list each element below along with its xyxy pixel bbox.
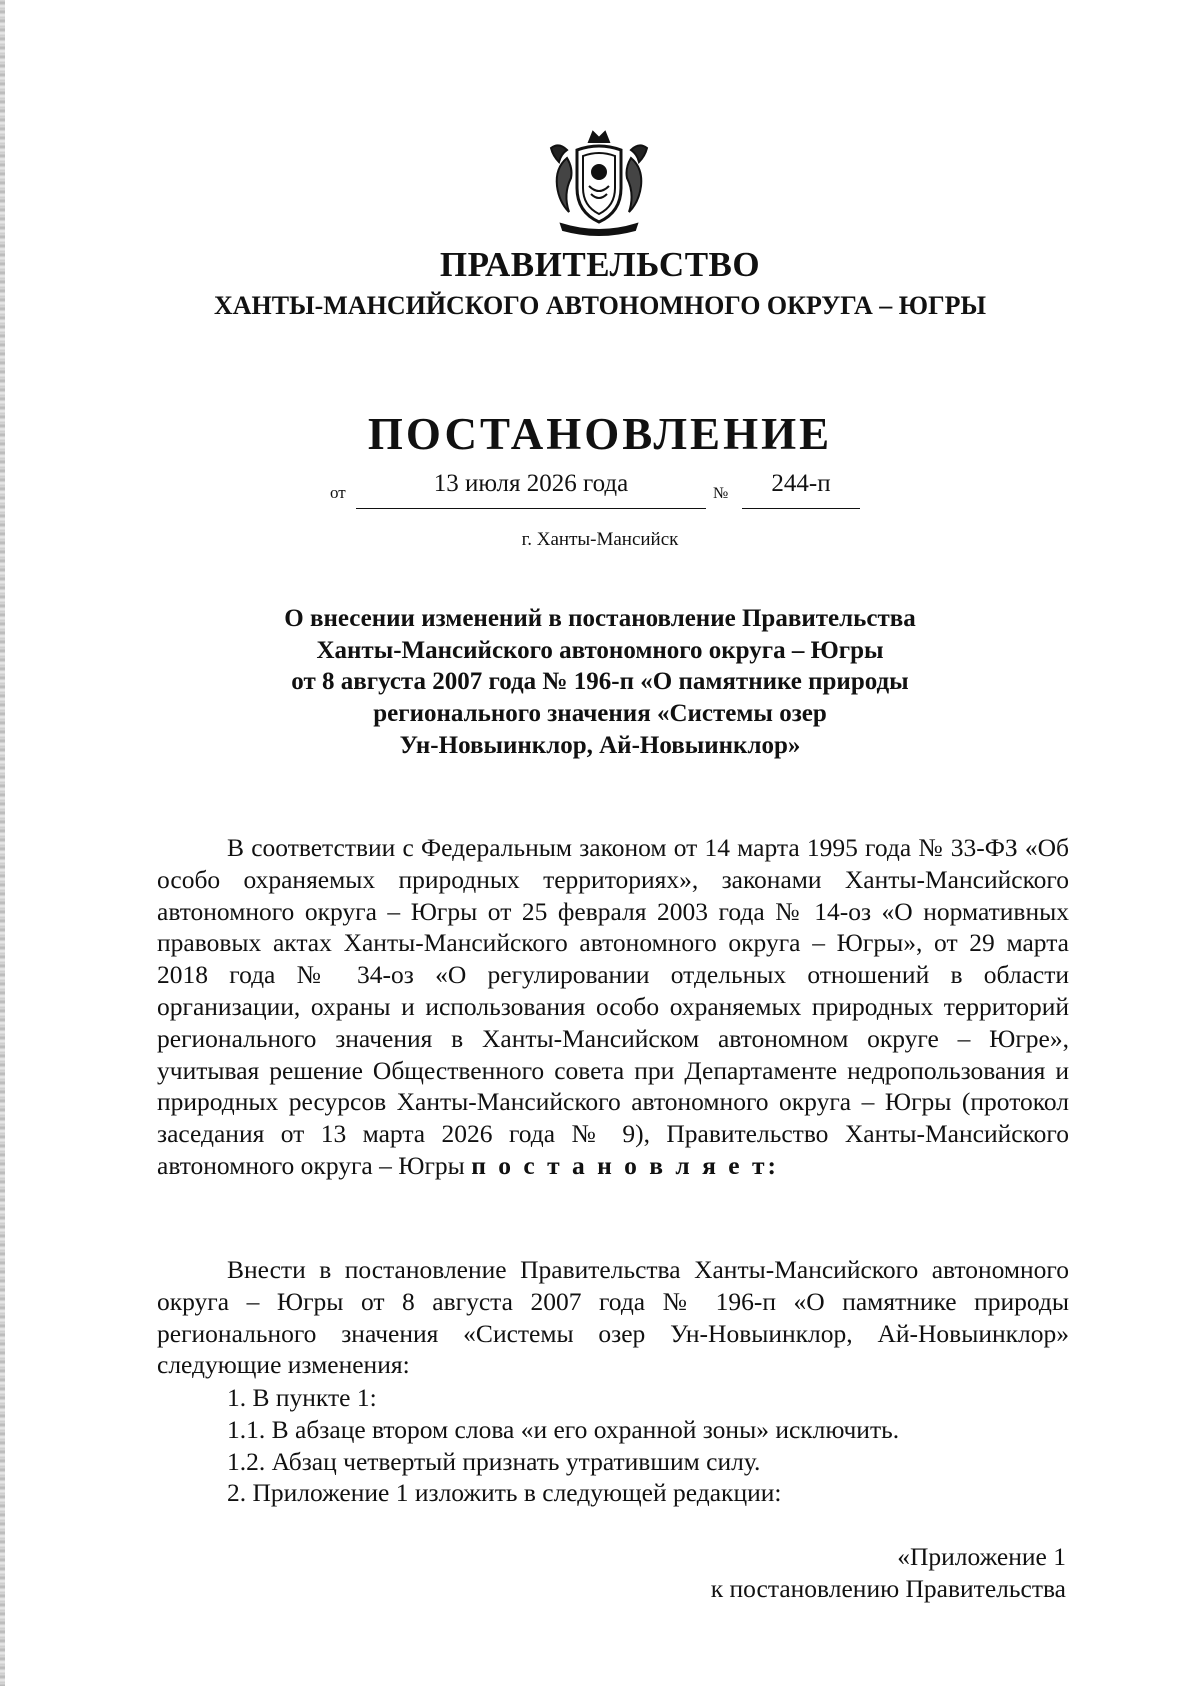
number-label: № <box>713 485 729 502</box>
amendment-item: 1.1. В абзаце втором слова «и его охранной зоны» исключить. <box>227 1415 900 1444</box>
appendix-heading-line: «Приложение 1 <box>897 1542 1066 1571</box>
date-underline <box>356 508 706 509</box>
organization-subtitle: ХАНТЫ-МАНСИЙСКОГО АВТОНОМНОГО ОКРУГА – ЮГРЫ <box>213 291 987 320</box>
coat-of-arms-emblem <box>537 128 661 236</box>
document-number: 244-п <box>771 470 831 497</box>
subject-line: Ханты-Мансийского автономного округа – Югры <box>316 636 884 664</box>
date-from-label: от <box>330 483 346 502</box>
document-subject <box>250 603 950 762</box>
appendix-heading-line: к постановлению Правительства <box>710 1574 1066 1603</box>
document-date: 13 июля 2026 года <box>433 470 629 497</box>
resolves-keyword: п о с т а н о в л я е т: <box>471 1150 780 1180</box>
city-name: г. Ханты-Мансийск <box>521 529 679 550</box>
subject-line: регионального значения «Системы озер <box>373 700 827 728</box>
number-underline <box>742 508 860 509</box>
organization-title: ПРАВИТЕЛЬСТВО <box>439 245 761 284</box>
preamble-paragraph <box>157 832 1069 1182</box>
amendment-item: 1. В пункте 1: <box>227 1383 377 1412</box>
subject-line: О внесении изменений в постановление Правительства <box>284 605 916 632</box>
amendment-intro-paragraph: Внести в постановление Правительства Ханты-Мансийского автономного округа – Югры от 8 августа 2007 года № 196-п «О памятнике природы регионального значения «Системы озер Ун-Новыинклор, Ай-Новыинклор» следующие изменения: <box>157 1255 1069 1380</box>
subject-line: от 8 августа 2007 года № 196-п «О памятнике природы <box>291 668 909 696</box>
amendment-item: 1.2. Абзац четвертый признать утратившим силу. <box>227 1447 761 1476</box>
document-type: ПОСТАНОВЛЕНИЕ <box>367 409 833 459</box>
preamble-text: В соответствии с Федеральным законом от 14 марта 1995 года № 33-ФЗ «Об особо охраняемых природных территориях», законами Ханты-Мансийского автономного округа – Югры от 25 февраля 2003 года № 14-оз «О нормативных правовых актах Ханты-Мансийского автономного округа – Югры», от 29 марта 2018 года № 34-оз «О регулировании отдельных отношений в области организации, охраны и использования особо охраняемых природных территорий регионального значения в Ханты-Мансийском автономном округе – Югре», учитывая решение Общественного совета при Департаменте недропользования и природных ресурсов Ханты-Мансийского автономного округа – Югры (протокол заседания от 13 марта 2026 года № 9), Правительство Ханты-Мансийского автономного округа – Югры <box>157 833 1069 1180</box>
subject-line: Ун-Новыинклор, Ай-Новыинклор» <box>399 731 801 759</box>
amendment-item: 2. Приложение 1 изложить в следующей редакции: <box>227 1478 782 1507</box>
